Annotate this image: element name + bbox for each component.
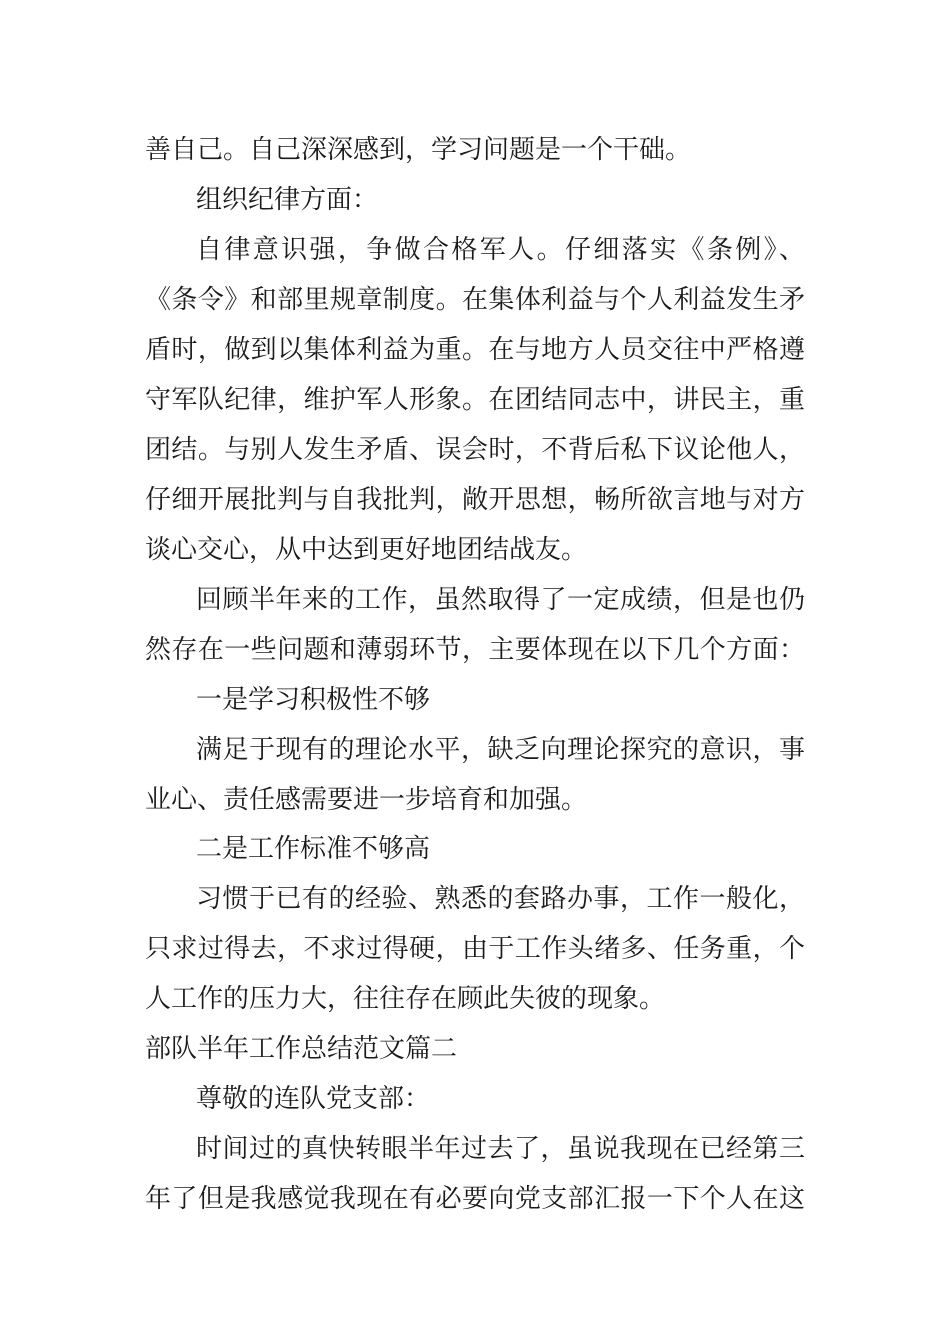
text-line: 业心、责任感需要进一步培育和加强。 <box>145 785 588 815</box>
text-line: 谈心交心，从中达到更好地团结战友。 <box>145 535 588 565</box>
text-line: 只求过得去，不求过得硬，由于工作头绪多、任务重，个 <box>145 934 805 964</box>
article-title: 部队半年工作总结范文篇二 <box>145 1034 458 1064</box>
text-line: 守军队纪律，维护军人形象。在团结同志中，讲民主，重 <box>145 385 805 415</box>
text-line: 习惯于已有的经验、熟悉的套路办事，工作一般化， <box>196 884 805 914</box>
text-line: 善自己。自己深深感到，学习问题是一个干础。 <box>145 135 692 165</box>
section-heading: 二是工作标准不够高 <box>196 834 431 864</box>
section-heading: 一是学习积极性不够 <box>196 685 431 715</box>
text-line: 回顾半年来的工作，虽然取得了一定成绩，但是也仍 <box>196 585 805 615</box>
text-line: 团结。与别人发生矛盾、误会时，不背后私下议论他人， <box>145 435 805 465</box>
text-line: 盾时，做到以集体利益为重。在与地方人员交往中严格遵 <box>145 335 805 365</box>
text-line: 《条令》和部里规章制度。在集体利益与个人利益发生矛 <box>145 285 805 315</box>
text-line: 自律意识强，争做合格军人。仔细落实《条例》、 <box>196 235 805 265</box>
section-heading: 组织纪律方面： <box>196 185 379 215</box>
text-line: 年了但是我感觉我现在有必要向党支部汇报一下个人在这 <box>145 1184 805 1214</box>
text-line: 人工作的压力大，往往存在顾此失彼的现象。 <box>145 984 666 1014</box>
text-line: 满足于现有的理论水平，缺乏向理论探究的意识，事 <box>196 735 805 765</box>
salutation: 尊敬的连队党支部： <box>196 1084 431 1114</box>
text-line: 时间过的真快转眼半年过去了，虽说我现在已经第三 <box>196 1134 805 1164</box>
text-line: 然存在一些问题和薄弱环节，主要体现在以下几个方面： <box>145 635 805 665</box>
text-line: 仔细开展批判与自我批判，敞开思想，畅所欲言地与对方 <box>145 485 805 515</box>
